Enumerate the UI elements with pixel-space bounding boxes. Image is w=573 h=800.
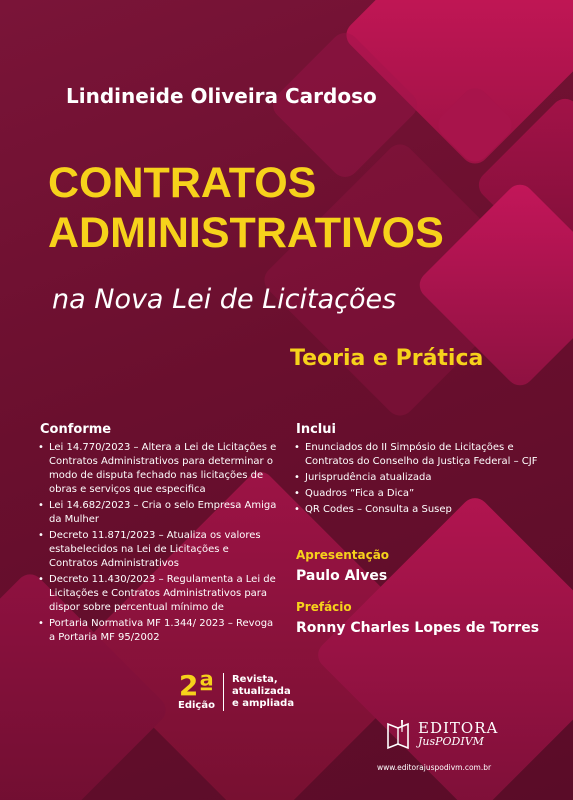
inclui-heading: Inclui	[296, 422, 336, 437]
publisher-name: EDITORA	[418, 719, 499, 737]
edition-label: Edição	[178, 700, 215, 711]
edition-desc-line: Revista,	[231, 673, 278, 685]
edition-desc-line: e ampliada	[231, 697, 295, 709]
list-item: • Enunciados do II Simpósio de Licitações e Contratos do Conselho da Justiça Federal – CJF	[294, 441, 544, 469]
list-item: • Decreto 11.430/2023 – Regulamenta a Lei de Licitações e Contratos Administrativos para dispor sobre percentual mínimo de	[38, 573, 278, 615]
apresentacao-name: Paulo Alves	[296, 568, 388, 584]
edition-divider	[223, 673, 224, 711]
list-item: • Portaria Normativa MF 1.344/ 2023 – Revoga a Portaria MF 95/2002	[38, 617, 278, 645]
edition-description	[232, 674, 294, 710]
conforme-list	[38, 441, 278, 647]
edition-badge	[178, 669, 295, 711]
conforme-heading: Conforme	[40, 422, 112, 437]
title-line-2: ADMINISTRATIVOS	[48, 209, 444, 257]
publisher-text	[418, 721, 498, 749]
publisher-subname: JusPODIVM	[418, 735, 484, 748]
edition-desc-line: atualizada	[231, 685, 291, 697]
book-subtitle: na Nova Lei de Licitações	[52, 284, 397, 315]
edition-number: 2ª	[178, 669, 215, 702]
list-item: • Quadros “Fica a Dica”	[294, 487, 544, 501]
publisher-website: www.editorajuspodivm.com.br	[377, 763, 492, 772]
prefacio-name: Ronny Charles Lopes de Torres	[296, 620, 540, 636]
book-pen-logo-icon	[384, 718, 412, 752]
author-name: Lindineide Oliveira Cardoso	[66, 84, 377, 108]
list-item: • QR Codes – Consulta a Susep	[294, 503, 544, 517]
publisher-logo	[384, 718, 498, 752]
title-line-1: CONTRATOS	[48, 159, 317, 207]
book-tagline: Teoria e Prática	[290, 346, 484, 371]
inclui-list	[294, 441, 544, 519]
decorative-diamond	[312, 492, 573, 800]
book-title	[48, 158, 444, 258]
list-item: • Jurisprudência atualizada	[294, 471, 544, 485]
list-item: • Lei 14.682/2023 – Cria o selo Empresa Amiga da Mulher	[38, 499, 278, 527]
edition-number-block	[178, 669, 215, 711]
list-item: • Decreto 11.871/2023 – Atualiza os valores estabelecidos na Lei de Licitações e Contratos Administrativos	[38, 529, 278, 571]
list-item: • Lei 14.770/2023 – Altera a Lei de Licitações e Contratos Administrativos para determinar o modo de disputa fechado nas licitações de obras e serviços que especifica	[38, 441, 278, 497]
apresentacao-label: Apresentação	[296, 548, 390, 562]
prefacio-label: Prefácio	[296, 600, 352, 614]
